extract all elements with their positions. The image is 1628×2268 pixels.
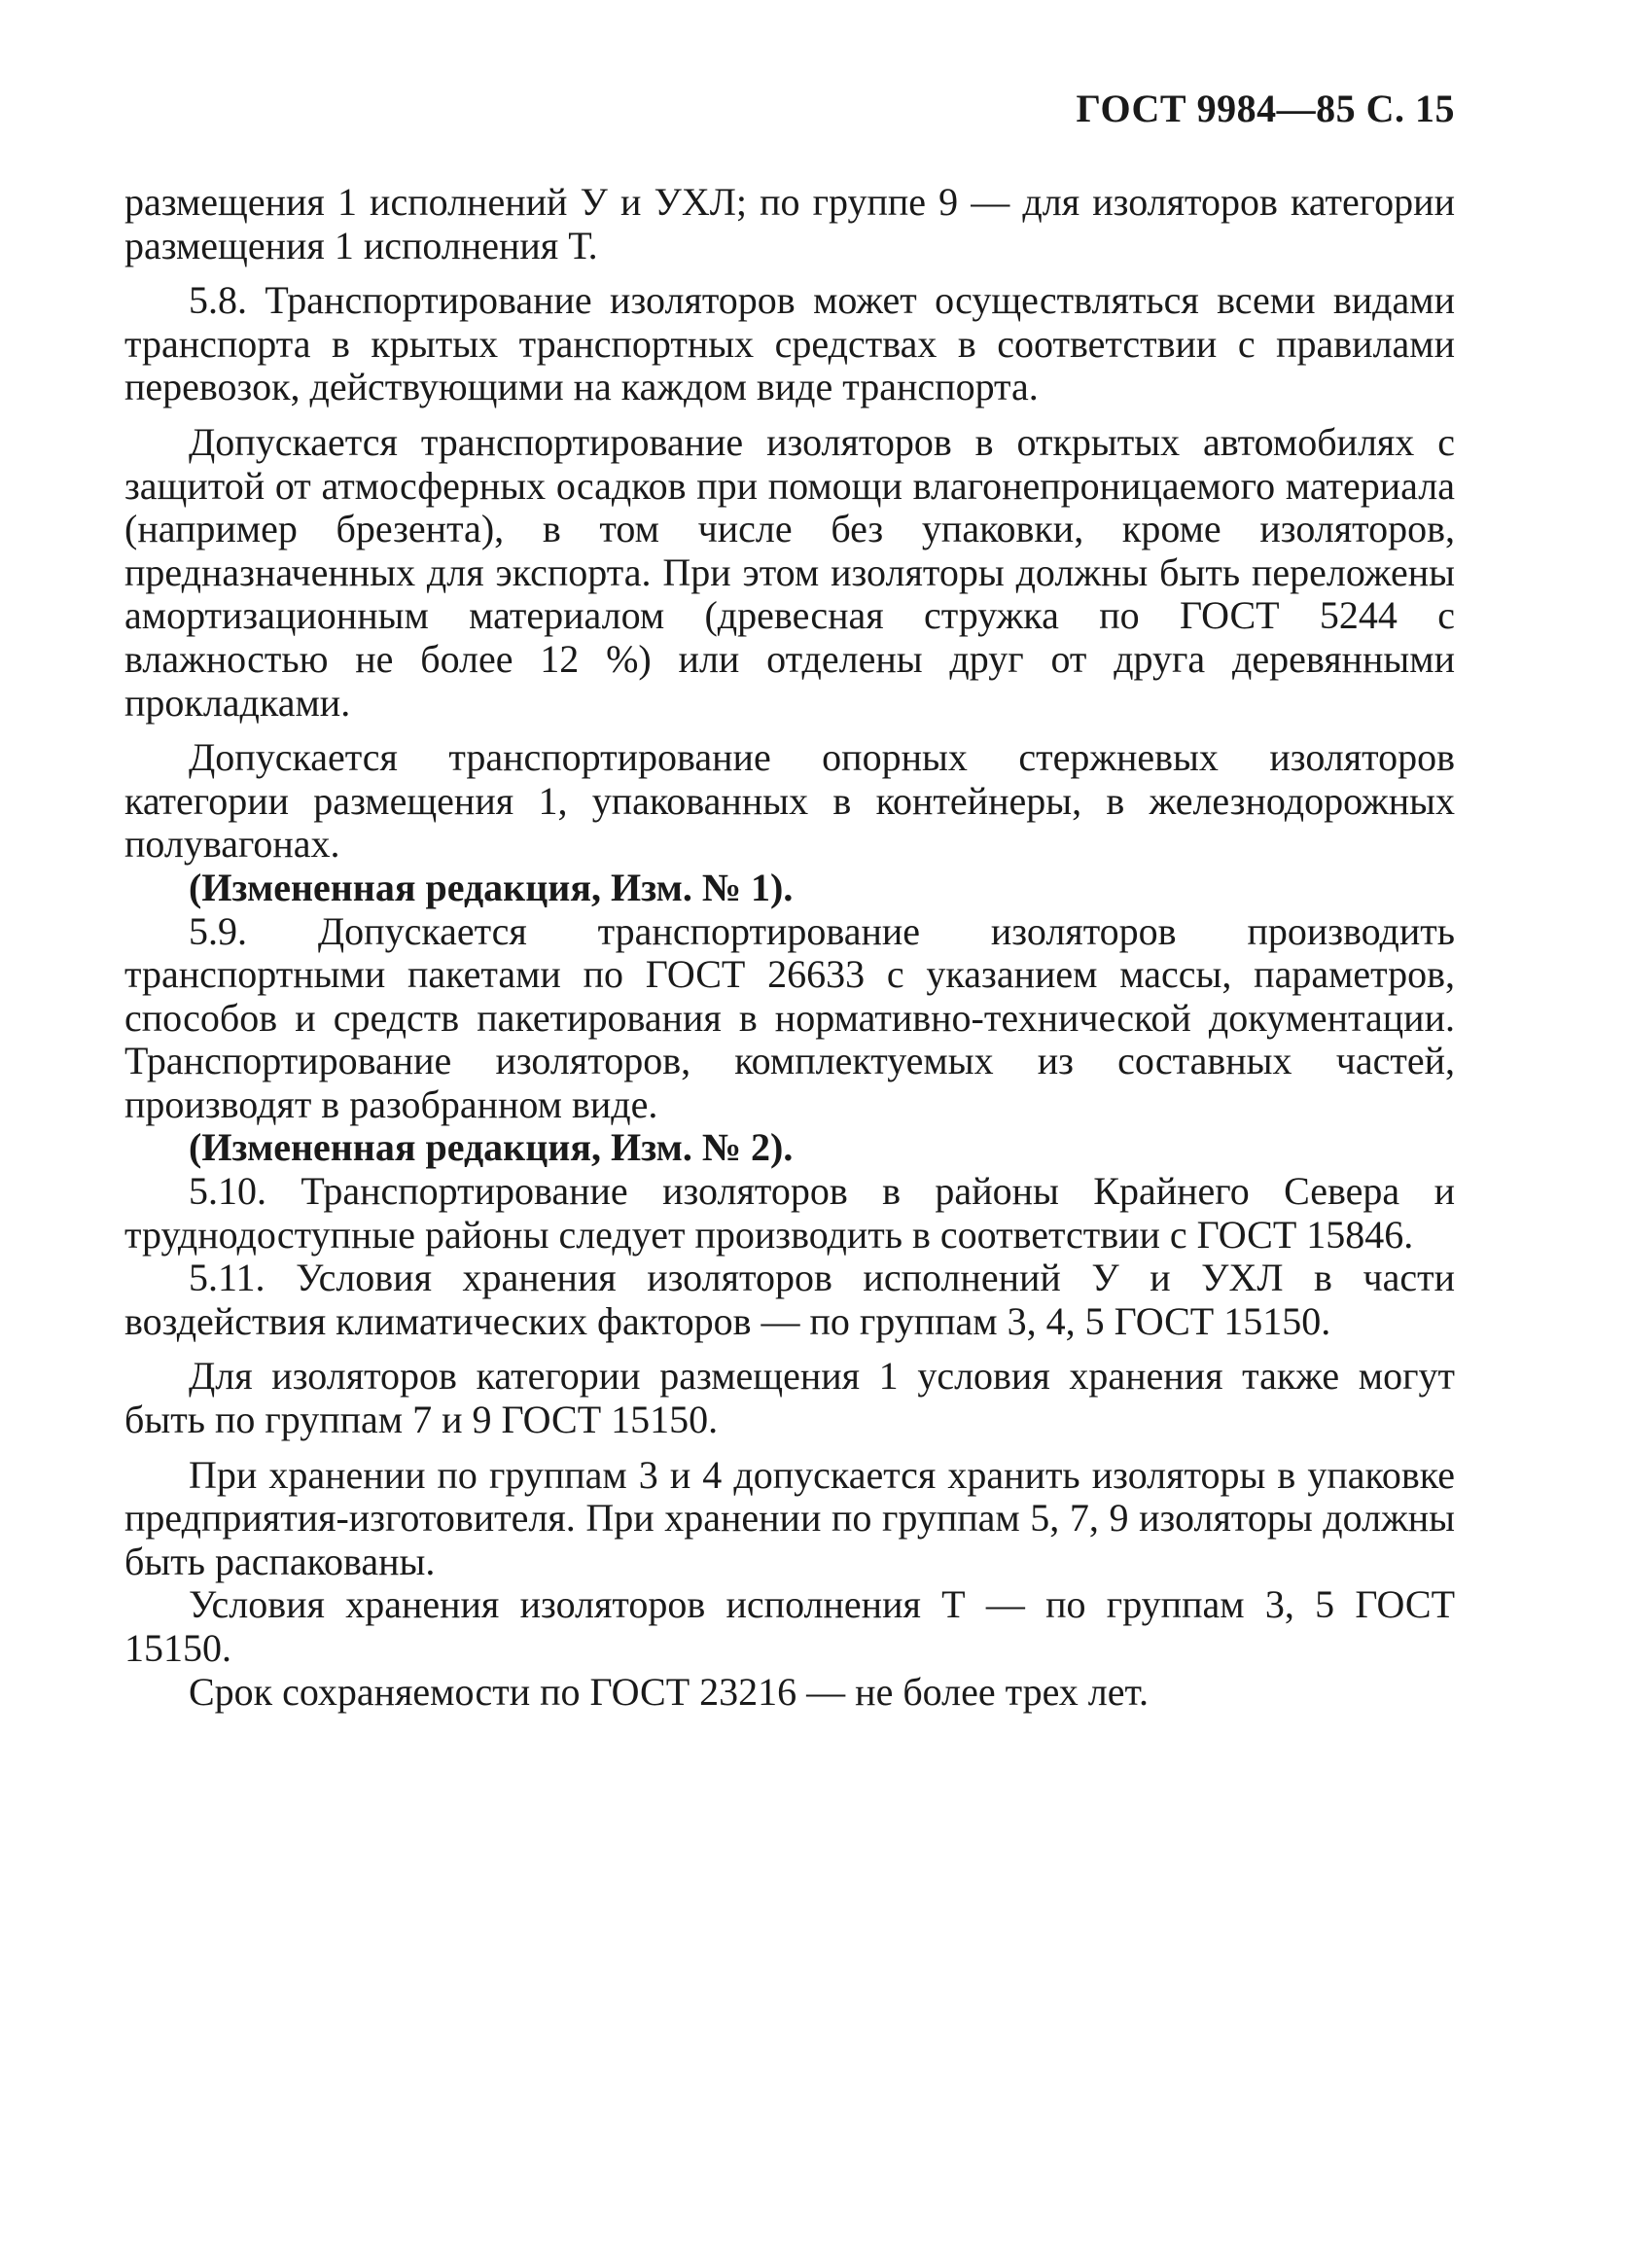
paragraph-5-10: 5.10. Транспортирование изоляторов в районы Крайнего Севера и труднодоступные районы следует производить в соответствии с ГОСТ 15846. [124, 1169, 1455, 1257]
amendment-note-2: (Измененная редакция, Изм. № 2). [189, 1125, 794, 1170]
paragraph-shelf-life: Срок сохраняемости по ГОСТ 23216 — не более трех лет. [189, 1669, 1149, 1714]
paragraph-storage-category-1: Для изоляторов категории размещения 1 условия хранения также могут быть по группам 7 и 9 ГОСТ 15150. [124, 1354, 1455, 1442]
paragraph-continuation: размещения 1 исполнений У и УХЛ; по группе 9 — для изоляторов категории размещения 1 исполнения Т. [124, 180, 1455, 267]
paragraph-storage-groups: При хранении по группам 3 и 4 допускается хранить изоляторы в упаковке предприятия-изготовителя. При хранении по группам 5, 7, 9 изоляторы должны быть распакованы. [124, 1452, 1455, 1583]
amendment-note-1: (Измененная редакция, Изм. № 1). [189, 865, 794, 909]
page-header: ГОСТ 9984—85 С. 15 [1076, 87, 1455, 130]
paragraph-rod-insulators: Допускается транспортирование опорных стержневых изоляторов категории размещения 1, упакованных в контейнеры, в железнодорожных полувагонах. [124, 735, 1455, 867]
paragraph-storage-t: Условия хранения изоляторов исполнения Т — по группам 3, 5 ГОСТ 15150. [124, 1582, 1455, 1670]
paragraph-5-11: 5.11. Условия хранения изоляторов исполнений У и УХЛ в части воздействия климатических факторов — по группам 3, 4, 5 ГОСТ 15150. [124, 1256, 1455, 1343]
paragraph-5-9: 5.9. Допускается транспортирование изоляторов производить транспортными пакетами по ГОСТ 26633 с указанием массы, параметров, способов и средств пакетирования в нормативно-технической документации. Транспортирование изоляторов, комплектуемых из составных частей, производят в разобранном виде. [124, 908, 1455, 1126]
paragraph-open-transport: Допускается транспортирование изоляторов в открытых автомобилях с защитой от атмосферных осадков при помощи влагонепроницаемого материала (например брезента), в том числе без упаковки, кроме изоляторов, предназначенных для экспорта. При этом изоляторы должны быть переложены амортизационным материалом (древесная стружка по ГОСТ 5244 с влажностью не более 12 %) или отделены друг от друга деревянными прокладками. [124, 419, 1455, 725]
paragraph-5-8: 5.8. Транспортирование изоляторов может осуществляться всеми видами транспорта в крытых транспортных средствах в соответствии с правилами перевозок, действующими на каждом виде транспорта. [124, 278, 1455, 409]
document-body [124, 181, 1455, 1714]
